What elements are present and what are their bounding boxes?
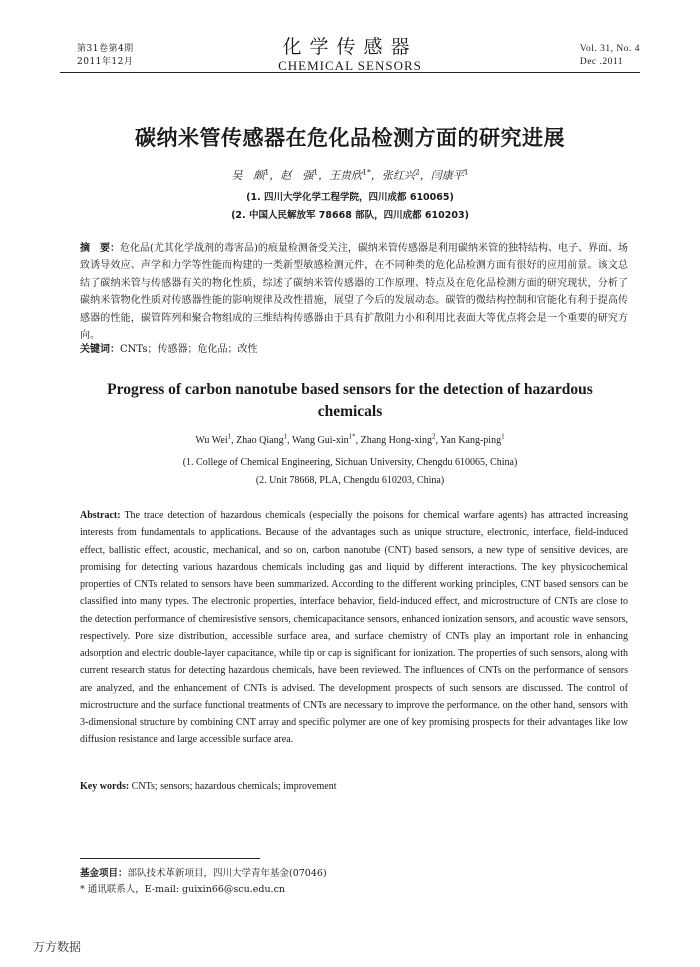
journal-issue-en (580, 43, 640, 69)
paper-title-cn: 碳纳米管传感器在危化品检测方面的研究进展 (135, 126, 565, 150)
cn-author-name: 吴 颇 (231, 169, 265, 182)
affiliation-cn-2: (2. 中国人民解放军 78668 部队，四川成都 610203) (231, 210, 469, 221)
abstract-label-cn: 摘 要： (80, 243, 121, 254)
cn-author-affiliation-mark: 1* (362, 167, 371, 177)
affiliation-en-2: (2. Unit 78668, PLA, Chengdu 610203, China) (255, 475, 445, 486)
watermark: 万方数据 (33, 940, 82, 954)
en-author-name: Zhang Hong-xing (360, 435, 433, 446)
en-author-affiliation-mark: 1 (501, 432, 505, 441)
abstract-text-en: The trace detection of hazardous chemicals (especially the poisons for chemical warfare agents) has attracted increasing interests from fundamentals to applications. Because of the advantages such as unique structure, electronic, interface, field-induced effect, ballistic effect, acoustic, mechanical, and so on, carbon nanotube (CNT) based sensors, a new type of sensitive devices, are promising for detecting various hazardous chemicals including gas and liquid by different interactions. The key physicochemical properties of CNTs related to sensors have been summarized. According to the different working principles, CNT based sensors can be classified into many types. The electronic properties, interface behavior, field-induced effect, and microstructure of CNTs are close to the detection performance of chemiresistive sensors, chemicapacitance sensors, enhanced ionization sensors, and acoustic wave sensors, respectively. Pore size distribution, accessible surface area, and surface chemistry of CNTs play an important role in enhancing adsorption and electric double-layer capacitance, while tip or cap is significant for ionization. The properties of such sensors, along with current research status for detecting hazardous chemicals, have been reviewed. The influences of CNTs on the performance of sensors are analyzed, and the enhancement of CNTs is advised. The development prospects of such sensors are discussed. The control of microstructure and the surface functional treatments of CNTs are necessary to improve the performance. on the other hand, sensors with 3-dimensional structure by combining CNT array and specific polymer are one of key promising prospects for their advantages like low diffusion resistance and large accessible surface area. (80, 510, 628, 746)
abstract-cn (80, 240, 628, 344)
footnote-divider (80, 858, 260, 859)
en-author-name: Yan Kang-ping (440, 435, 502, 446)
cn-author-separator: ， (419, 169, 431, 182)
en-author-separator: , (287, 435, 292, 446)
footnote-contact: * 通讯联系人，E-mail: guixin66@scu.edu.cn (80, 884, 286, 895)
cn-author-affiliation-mark: 1 (313, 167, 319, 177)
cn-author-separator: ， (269, 169, 281, 182)
journal-name-en: CHEMICAL SENSORS (278, 58, 422, 73)
volume-cn: 第31卷第4期 (77, 44, 134, 54)
fund-text: 部队技术革新项目，四川大学青年基金(07046) (127, 868, 327, 879)
keywords-label-en: Key words: (80, 781, 130, 792)
date-cn: 2011年12月 (77, 57, 134, 67)
en-author-name: Wu Wei (195, 435, 228, 446)
keywords-en (80, 781, 628, 792)
en-author-name: Wang Gui-xin (291, 435, 349, 446)
date-en: Dec .2011 (579, 57, 624, 67)
en-author-name: Zhao Qiang (236, 435, 284, 446)
cn-author-name: 张红兴 (381, 169, 415, 182)
en-author-affiliation-mark: 1 (227, 432, 232, 441)
volume-en: Vol. 31, No. 4 (579, 44, 640, 54)
cn-author-affiliation-mark: 2 (414, 167, 420, 177)
en-author-affiliation-mark: 2 (432, 432, 436, 441)
footnote-fund (80, 865, 327, 879)
cn-author-name: 王贵欣 (329, 169, 363, 182)
journal-name-cn: 化学传感器 (282, 36, 418, 58)
cn-author-name: 赵 强 (280, 169, 314, 182)
paper-title-en: Progress of carbon nanotube based sensors for the detection of hazardous chemicals (107, 381, 593, 420)
keywords-cn (80, 341, 628, 358)
en-author-affiliation-mark: 1 (283, 432, 288, 441)
en-author-separator: , (435, 435, 441, 446)
en-author-affiliation-mark: 1* (348, 432, 356, 441)
affiliation-cn-1: (1. 四川大学化学工程学院，四川成都 610065) (246, 192, 454, 203)
en-author-separator: , (355, 435, 361, 446)
header-divider (60, 72, 640, 73)
abstract-text-cn: 危化品(尤其化学战剂的毒害品)的痕量检测备受关注，碳纳米管传感器是利用碳纳米管的独特结构、电子、界面、场致诱导效应、声学和力学等性能而构建的一类新型敏感检测元件，在不同种类的危化品检测方面有很好的应用前景。该文总结了碳纳米管与传感器有关的物化性质，综述了碳纳米管传感器的工作原理、特点及在危化品检测方面的研究现状，分析了碳纳米管物化性质对传感器性能的影响规律及改性措施，展望了今后的发展动态。碳管的微结构控制和官能化有利于提高传感器的性能，碳管阵列和聚合物组成的三维结构传感器由于具有扩散阻力小和利用比表面大等优点将会是一个重要的研究方向。 (80, 243, 628, 342)
affiliation-en-1: (1. College of Chemical Engineering, Sichuan University, Chengdu 610065, China) (182, 457, 518, 468)
en-author-separator: , (231, 435, 237, 446)
keywords-label-cn: 关键词： (80, 344, 120, 355)
cn-author-name: 闫康平 (430, 169, 464, 182)
cn-author-separator: ， (318, 169, 330, 182)
keywords-text-cn: CNTs；传感器；危化品；改性 (120, 344, 258, 355)
author-list-en (0, 432, 700, 446)
cn-author-separator: ， (370, 169, 382, 182)
fund-label: 基金项目： (80, 868, 128, 879)
abstract-en (80, 507, 628, 749)
cn-author-affiliation-mark: 1 (463, 167, 469, 177)
abstract-label-en: Abstract: (80, 510, 121, 521)
keywords-text-en: CNTs; sensors; hazardous chemicals; improvement (131, 781, 337, 792)
cn-author-affiliation-mark: 1 (264, 167, 270, 177)
author-list-cn (0, 167, 700, 183)
